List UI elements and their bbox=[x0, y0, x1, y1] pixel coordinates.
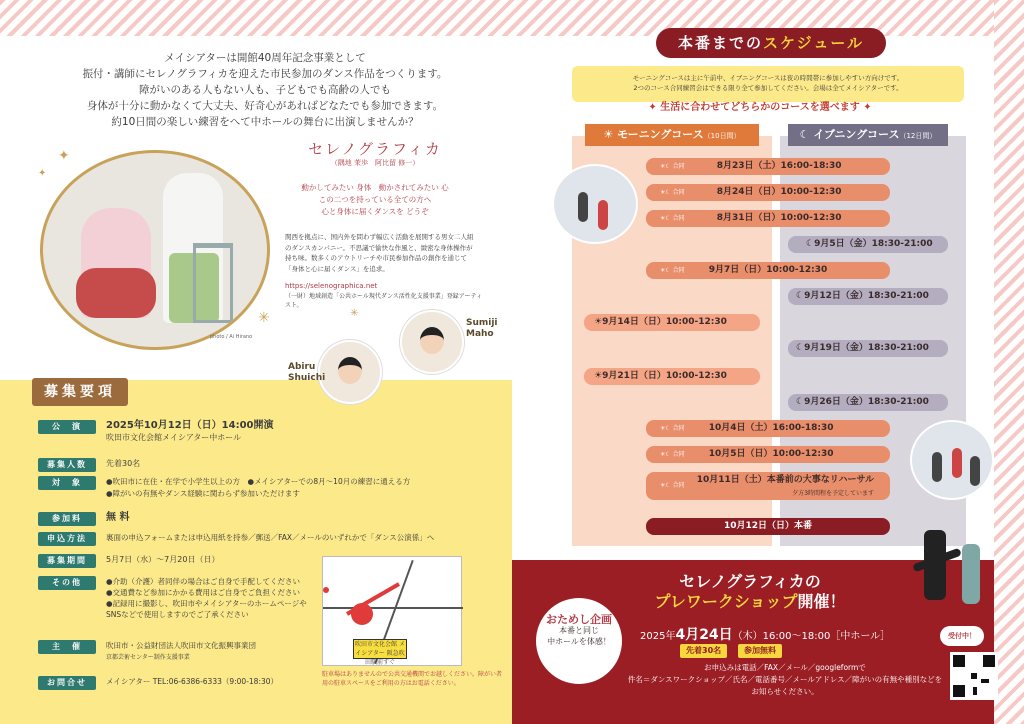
sparkle-icon: ✳ bbox=[350, 308, 359, 319]
event-date: 9月14日（日）10:00-12:30 bbox=[602, 317, 727, 327]
dancers-photo bbox=[40, 150, 270, 350]
schedule-event: ☾ 9月26日（金）18:30-21:00 bbox=[788, 394, 948, 411]
course-name: モーニングコース bbox=[617, 128, 704, 141]
troupe-catchcopy bbox=[280, 182, 470, 218]
recruit-row-capacity bbox=[38, 458, 508, 472]
row-value: ●介助（介護）者同伴の場合はご自身で手配してください bbox=[106, 577, 301, 586]
row-value2: ●交通費など参加にかかる費用はご自身でご負担ください ●記録用に撮影し、吹田市やメイシアターのホームページやSNSなどで使用しますのでご了承ください bbox=[106, 588, 307, 619]
row-label: お問合せ bbox=[38, 676, 96, 690]
intro-line: 障がいのある人もない人も、子どもでも高齢の人でも bbox=[139, 84, 391, 96]
free-pill: 参加無料 bbox=[738, 644, 782, 658]
note-line: 2つのコース合同練習会はできる限り全て参加してください。会場は全てメイシアターです。 bbox=[633, 84, 903, 92]
joint-tag: 合同 bbox=[672, 451, 685, 458]
sparkle-icon: ✦ bbox=[38, 168, 47, 179]
schedule-event: ☀☾ 合同 8月24日（日）10:00-12:30 bbox=[646, 184, 890, 201]
row-value: メイシアター TEL:06-6386-6333（9:00-18:30） bbox=[106, 677, 279, 686]
event-date: 9月12日（金）18:30-21:00 bbox=[804, 291, 929, 301]
name-line: Shuichi bbox=[288, 373, 326, 383]
recruit-row-contact bbox=[38, 676, 318, 690]
schedule-event: ☾ 9月5日（金）18:30-21:00 bbox=[788, 236, 948, 253]
access-map bbox=[322, 556, 462, 666]
course-days: （10日間） bbox=[703, 132, 741, 140]
troupe-registration: （一財）地域創造「公共ホール現代ダンス活性化支援事業」登録アーティスト。 bbox=[285, 293, 483, 309]
intro-line: 身体が十分に動かなくて大丈夫、好奇心があればどなたでも参加できます。 bbox=[86, 100, 444, 112]
rehearsal-photo-2 bbox=[910, 420, 994, 500]
date-part: 4月24日 bbox=[675, 627, 733, 643]
photo-credit: photo / Ai Hirano bbox=[210, 334, 253, 340]
trial-badge bbox=[536, 598, 622, 684]
row-label: 募集人数 bbox=[38, 458, 96, 472]
row-value2: 京都芸術センター制作支援事業 bbox=[106, 654, 190, 661]
apply-line: 件名＝ダンスワークショップ／氏名／電話番号／メールアドレス／障がいの有無や種別などを bbox=[627, 675, 943, 684]
title-part: スケジュール bbox=[762, 34, 865, 52]
course-name: イブニングコース bbox=[813, 128, 900, 141]
event-date: 9月7日（日）10:00-12:30 bbox=[708, 265, 828, 275]
catch-line: 動かしてみたい 身体 動かされてみたい 心 bbox=[301, 183, 449, 192]
recruit-row-apply bbox=[38, 532, 508, 546]
event-date: 9月26日（金）18:30-21:00 bbox=[804, 397, 929, 407]
sparkle-icon: ✦ bbox=[58, 148, 70, 164]
trial-line: 中ホールを体感！ bbox=[547, 637, 611, 646]
event-date: 9月5日（金）18:30-21:00 bbox=[814, 239, 933, 249]
morning-course-header: ☀ モーニングコース（10日間） bbox=[585, 124, 759, 146]
row-value: ●吹田市に在住・在学で小学生以上の方 ●メイシアターでの8月～10月の練習に通える方 bbox=[106, 477, 411, 486]
schedule-event: ☀☾ 合同 8月23日（土）16:00-18:30 bbox=[646, 158, 890, 175]
event-date: 8月31日（日）10:00-12:30 bbox=[716, 213, 842, 223]
final-performance: 10月12日（日）本番 bbox=[646, 518, 890, 535]
workshop-title bbox=[600, 572, 900, 612]
accepting-badge: 受付中！ bbox=[940, 626, 984, 646]
recruit-row-target bbox=[38, 476, 508, 500]
note-text: 生活に合わせてどちらかのコースを選べます bbox=[660, 102, 860, 113]
qr-code[interactable] bbox=[950, 652, 998, 700]
course-choice-note: ✦ 生活に合わせてどちらかのコースを選べます ✦ bbox=[648, 102, 872, 113]
row-label: 公 演 bbox=[38, 420, 96, 434]
trial-title: おためし企画 bbox=[546, 613, 612, 626]
name-line: Abiru bbox=[288, 362, 316, 372]
troupe-members: （隅地 茉歩 阿比留 修一） bbox=[330, 159, 420, 167]
evening-course-header: ☾ イブニングコース（12日間） bbox=[788, 124, 948, 146]
schedule-event: ☀☾ 合同 10月5日（日）10:00-12:30 bbox=[646, 446, 890, 463]
note-line: モーニングコースは主に午前中、イブニングコースは夜の時間帯に参加しやすい方向けです。 bbox=[632, 74, 904, 82]
schedule-event: ☀☾ 合同 8月31日（日）10:00-12:30 bbox=[646, 210, 890, 227]
sumiji-portrait bbox=[400, 310, 464, 374]
schedule-event: ☀☾ 合同 9月7日（日）10:00-12:30 bbox=[646, 262, 890, 279]
joint-tag: 合同 bbox=[672, 482, 685, 489]
troupe-description: 関西を拠点に、国内外を問わず幅広く活動を展開する男女二人組のダンスカンパニー。不思議で愉快な作風と、緻密な身体操作が持ち味。数多くのアウトリーチや市民参加作品の創作を通じて「身体と心に届くダンス」を追求。 bbox=[285, 233, 474, 273]
name-line: Sumiji bbox=[466, 318, 498, 328]
joint-tag: 合同 bbox=[672, 163, 685, 170]
row-value: 先着30名 bbox=[106, 459, 141, 468]
date-part: 2025年 bbox=[640, 631, 676, 642]
row-value: 裏面の申込フォームまたは申込用紙を持参／郵送／FAX／メールのいずれかで「ダンス公演係」へ bbox=[106, 533, 435, 542]
capacity-pill: 先着30名 bbox=[680, 644, 727, 658]
right-stripe-border bbox=[994, 0, 1024, 724]
title-line: 開催！ bbox=[797, 592, 846, 611]
map-venue-label: 吹田市文化会館 メイシアター 阪急吹田駅前すぐ bbox=[353, 639, 407, 659]
intro-line: 約10日間の楽しい練習をへて中ホールの舞台に出演しませんか？ bbox=[111, 116, 419, 128]
parking-note: 駐車場はありませんので公共交通機関でお越しください。障がい者用の駐車スペースをご利用の方はお電話ください。 bbox=[322, 671, 503, 687]
row-value2: ●障がいの有無やダンス経験に関わらず参加いただけます bbox=[106, 489, 300, 498]
schedule-event: ☀ 9月21日（日）10:00-12:30 bbox=[584, 368, 760, 385]
recruit-row-performance bbox=[38, 420, 508, 444]
event-date: 8月24日（日）10:00-12:30 bbox=[716, 187, 842, 197]
troupe-url-link[interactable]: https://selenographica.net bbox=[285, 282, 378, 290]
schedule-event: ☾ 9月19日（金）18:30-21:00 bbox=[788, 340, 948, 357]
schedule-note bbox=[572, 66, 964, 102]
apply-line: お申込みは電話／FAX／メール／googleformで bbox=[704, 663, 866, 672]
recruit-row-organizer bbox=[38, 640, 318, 664]
event-date: 8月23日（土）16:00-18:30 bbox=[716, 161, 842, 171]
joint-tag: 合同 bbox=[672, 425, 685, 432]
schedule-title bbox=[656, 28, 886, 58]
joint-tag: 合同 bbox=[672, 215, 685, 222]
row-value: 吹田市・公益財団法人吹田市文化振興事業団 bbox=[106, 641, 256, 650]
intro-line: メイシアターは開館40周年記念事業として bbox=[164, 52, 366, 64]
workshop-date bbox=[640, 624, 900, 644]
recruit-row-fee bbox=[38, 512, 508, 526]
rehearsal-photo bbox=[552, 164, 638, 244]
row-label: 対 象 bbox=[38, 476, 96, 490]
schedule-event: ☀☾ 合同 10月11日（土）本番前の大事なリハーサル 夕方3時間程を予定しています bbox=[646, 472, 890, 500]
row-label: その他 bbox=[38, 576, 96, 590]
joint-tag: 合同 bbox=[672, 189, 685, 196]
joint-tag: 合同 bbox=[672, 267, 685, 274]
abiru-name bbox=[288, 362, 325, 384]
troupe-name: セレノグラフィカ bbox=[308, 140, 442, 158]
catch-line: この二つを持っている全ての方へ bbox=[318, 195, 432, 204]
schedule-event: ☀ 9月14日（日）10:00-12:30 bbox=[584, 314, 760, 331]
intro-line: 振付・講師にセレノグラフィカを迎えた市民参加のダンス作品をつくります。 bbox=[82, 68, 448, 80]
sumiji-name bbox=[466, 318, 498, 340]
recruit-banner: 募集要項 bbox=[32, 378, 128, 406]
catch-line: 心と身体に届くダンスを どうぞ bbox=[321, 207, 429, 216]
row-value: 2025年10月12日（日）14:00開演 bbox=[106, 420, 274, 431]
name-line: Maho bbox=[466, 329, 494, 339]
row-value2: 吹田市文化会館メイシアター中ホール bbox=[106, 433, 242, 442]
course-days: （12日間） bbox=[899, 132, 937, 140]
workshop-apply-info bbox=[620, 662, 950, 698]
event-date: 10月5日（日）10:00-12:30 bbox=[708, 449, 834, 459]
event-date: 10月11日（土）本番前の大事なリハーサル bbox=[696, 475, 875, 485]
row-label: 主 催 bbox=[38, 640, 96, 654]
recruit-row-other bbox=[38, 576, 318, 620]
trial-line: 本番と同じ bbox=[559, 626, 599, 635]
event-date: 9月19日（金）18:30-21:00 bbox=[804, 343, 929, 353]
schedule-event: ☀☾ 合同 10月4日（土）16:00-18:30 bbox=[646, 420, 890, 437]
title-part: 本番までの bbox=[677, 34, 763, 52]
row-value: 5月7日（水）～7月20日（日） bbox=[106, 555, 220, 564]
title-line: プレワークショップ bbox=[654, 592, 798, 611]
apply-line: お知らせください。 bbox=[751, 687, 819, 696]
rehearsal-note: 夕方3時間程を予定しています bbox=[792, 490, 875, 497]
schedule-event: ☾ 9月12日（金）18:30-21:00 bbox=[788, 288, 948, 305]
event-date: 9月21日（日）10:00-12:30 bbox=[602, 371, 727, 381]
dancer-figure bbox=[962, 544, 980, 604]
abiru-portrait bbox=[318, 340, 382, 404]
date-part: （木）16:00～18:00［中ホール］ bbox=[732, 631, 891, 642]
row-label: 参加料 bbox=[38, 512, 96, 526]
row-value: 無 料 bbox=[106, 512, 130, 523]
title-line: セレノグラフィカの bbox=[679, 572, 821, 591]
sparkle-icon: ✳ bbox=[258, 310, 270, 326]
intro-text bbox=[30, 50, 500, 130]
event-date: 10月4日（土）16:00-18:30 bbox=[708, 423, 834, 433]
row-label: 申込方法 bbox=[38, 532, 96, 546]
row-label: 募集期間 bbox=[38, 554, 96, 568]
